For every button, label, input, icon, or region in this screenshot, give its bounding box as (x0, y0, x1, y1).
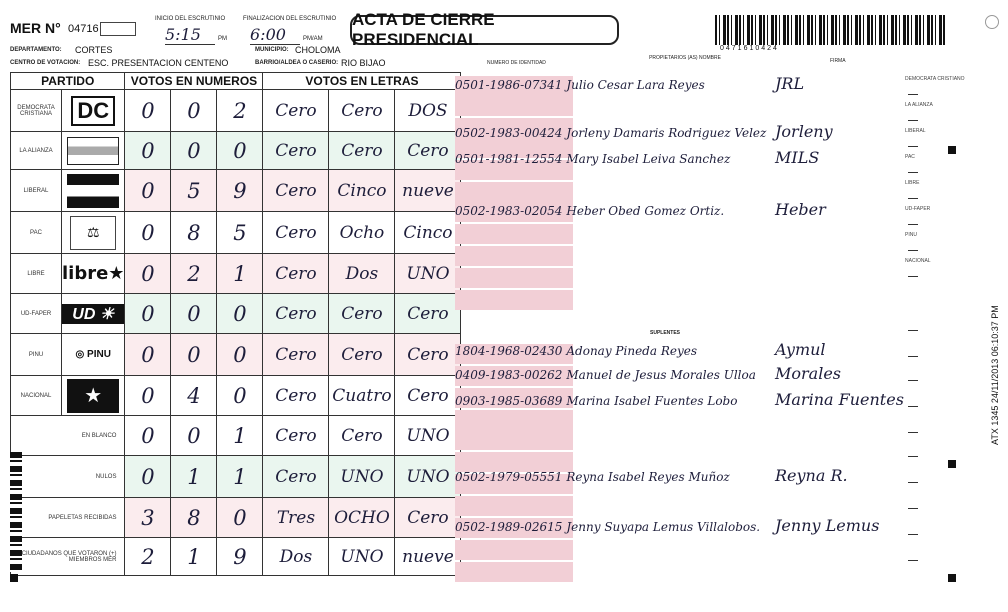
ud-logo-icon: UD ☀ (62, 304, 124, 324)
nacional-star-icon: ★ (67, 379, 119, 413)
vote-digit: 0 (125, 90, 171, 132)
vote-digit: 0 (125, 376, 171, 416)
member-name: Julio Cesar Lara Reyes (566, 78, 705, 92)
cne-logo (100, 22, 136, 36)
vote-digit: 0 (125, 294, 171, 334)
voto-line (908, 534, 918, 535)
voto-line (908, 172, 918, 173)
id-cell-background (455, 430, 573, 450)
suplente-row (455, 520, 760, 534)
vote-table (10, 72, 461, 576)
vote-digit: 0 (125, 416, 171, 456)
party-name: NACIONAL (11, 376, 62, 416)
voto-party-label: NACIONAL (905, 258, 931, 264)
alianza-flag-icon (67, 137, 119, 165)
registration-mark (948, 146, 956, 154)
vote-word: Cero (329, 294, 395, 334)
voto-party-label: PINU (905, 232, 917, 238)
municipio-value: CHOLOMA (295, 45, 341, 55)
vote-word: Dos (329, 254, 395, 294)
member-name: Manuel de Jesus Morales Ulloa (566, 368, 756, 382)
party-logo (62, 376, 125, 416)
vote-word: Dos (263, 538, 329, 576)
propietario-row (455, 126, 766, 140)
vote-word: Cero (263, 294, 329, 334)
departamento-value: CORTES (75, 45, 113, 55)
vote-digit: 8 (171, 212, 217, 254)
final-ampm: PM/AM (303, 36, 323, 42)
vote-digit: 0 (125, 212, 171, 254)
pinu-logo-icon: ◎ PINU (75, 349, 111, 360)
vote-digit: 0 (217, 376, 263, 416)
vote-word: Cero (329, 416, 395, 456)
pac-emblem-icon: ⚖ (70, 216, 116, 250)
member-id: 0502-1983-00424 (455, 126, 563, 140)
table-header-row (11, 73, 461, 90)
final-label: FINALIZACION DEL ESCRUTINIO (243, 16, 337, 22)
voto-line (908, 456, 918, 457)
table-row (11, 254, 461, 294)
vote-digit: 3 (125, 498, 171, 538)
voto-line (908, 250, 918, 251)
vote-digit: 0 (217, 334, 263, 376)
vote-word: DOS (395, 90, 461, 132)
registration-mark (10, 574, 18, 582)
id-cell-background (455, 452, 573, 472)
vote-word: UNO (329, 538, 395, 576)
vote-word: Cero (263, 334, 329, 376)
vote-word: UNO (395, 254, 461, 294)
suplente-row (455, 394, 737, 408)
vote-digit: 1 (217, 254, 263, 294)
barrio-label: BARRIO/ALDEA O CASERIO: (255, 60, 339, 66)
member-id: 0903-1985-03689 (455, 394, 563, 408)
voto-line (908, 380, 918, 381)
id-cell-background (455, 410, 573, 430)
member-id: 0501-1981-12554 (455, 152, 563, 166)
names-column-header: PROPIETARIOS (AS) NOMBRE (649, 55, 721, 61)
vote-digit: 0 (171, 132, 217, 170)
party-name: CIUDADANOS QUE VOTARON (+) MIEMBROS MER (11, 538, 125, 576)
party-name: EN BLANCO (11, 416, 125, 456)
municipio-label: MUNICIPIO: (255, 47, 289, 53)
table-row (11, 416, 461, 456)
member-signature: Morales (775, 364, 841, 383)
vote-digit: 1 (217, 456, 263, 498)
punch-hole (985, 15, 999, 29)
voto-line (908, 276, 918, 277)
member-name: Reyna Isabel Reyes Muñoz (566, 470, 730, 484)
vote-word: UNO (395, 416, 461, 456)
member-id: 0502-1983-02054 (455, 204, 563, 218)
id-cell-background (455, 268, 573, 288)
vote-word: Cero (395, 498, 461, 538)
member-id: 1804-1968-02430 (455, 344, 563, 358)
vote-digit: 0 (125, 132, 171, 170)
member-signature: Aymul (775, 340, 826, 359)
suplente-row (455, 344, 697, 358)
party-logo (62, 212, 125, 254)
table-row (11, 170, 461, 212)
vote-word: Cero (263, 456, 329, 498)
id-cell-background (455, 224, 573, 244)
vote-digit: 1 (171, 456, 217, 498)
member-name: Mary Isabel Leiva Sanchez (566, 152, 731, 166)
vote-digit: 0 (125, 170, 171, 212)
voto-line (908, 356, 918, 357)
member-id: 0502-1989-02615 (455, 520, 563, 534)
voto-line (908, 330, 918, 331)
vote-digit: 0 (125, 334, 171, 376)
vote-digit: 0 (171, 90, 217, 132)
vote-digit: 2 (217, 90, 263, 132)
vote-digit: 0 (217, 132, 263, 170)
party-name: DEMOCRATA CRISTIANA (11, 90, 62, 132)
member-name: Adonay Pineda Reyes (566, 344, 697, 358)
voto-line (908, 508, 918, 509)
party-name: LA ALIANZA (11, 132, 62, 170)
mer-label: MER N° (10, 20, 61, 36)
party-name: PAC (11, 212, 62, 254)
vote-word: Cero (263, 170, 329, 212)
voto-party-label: UD-FAPER (905, 206, 931, 212)
vote-word: Cuatro (329, 376, 395, 416)
party-logo (62, 254, 125, 294)
vote-word: Cero (395, 334, 461, 376)
member-signature: MILS (775, 148, 820, 167)
voto-line (908, 120, 918, 121)
vote-word: Cero (263, 132, 329, 170)
vote-digit: 4 (171, 376, 217, 416)
header-votos-numeros: VOTOS EN NUMEROS (125, 73, 263, 90)
member-signature: Jenny Lemus (775, 516, 880, 535)
vote-digit: 9 (217, 170, 263, 212)
member-signature: Heber (775, 200, 826, 219)
vote-word: Cero (263, 416, 329, 456)
table-row (11, 538, 461, 576)
voto-party-label: LIBERAL (905, 128, 926, 134)
voto-line (908, 224, 918, 225)
voto-line (908, 482, 918, 483)
page-title: ACTA DE CIERRE PRESIDENCIAL (350, 15, 619, 45)
table-row (11, 132, 461, 170)
id-cell-background (455, 540, 573, 560)
suplente-row (455, 368, 756, 382)
vote-word: Cero (395, 376, 461, 416)
party-name: PINU (11, 334, 62, 376)
registration-mark (948, 574, 956, 582)
voto-line (908, 94, 918, 95)
party-name: UD-FAPER (11, 294, 62, 334)
vote-word: Cero (263, 254, 329, 294)
side-timestamp: ATX 1345 24/11/2013 06:10:37 PM (990, 305, 1000, 445)
vote-word: Cinco (395, 212, 461, 254)
liberal-flag-icon (67, 174, 119, 208)
barrio-value: RIO BIJAO (341, 58, 386, 68)
member-name: Marina Isabel Fuentes Lobo (566, 394, 738, 408)
propietario-row (455, 204, 724, 218)
inicio-ampm: PM (218, 36, 227, 42)
table-row (11, 212, 461, 254)
vote-word: Cero (263, 376, 329, 416)
member-name: Jorleny Damaris Rodriguez Velez (566, 126, 767, 140)
member-id: 0502-1979-05551 (455, 470, 563, 484)
table-row (11, 498, 461, 538)
vote-digit: 2 (171, 254, 217, 294)
centro-value: ESC. PRESENTACION CENTENO (88, 58, 229, 68)
vote-word: Cinco (329, 170, 395, 212)
member-signature: Marina Fuentes (775, 390, 904, 409)
id-cell-background (455, 562, 573, 582)
vote-digit: 1 (217, 416, 263, 456)
id-cell-background (455, 246, 573, 266)
vote-word: nueve (395, 538, 461, 576)
vote-digit: 0 (125, 456, 171, 498)
member-name: Heber Obed Gomez Ortiz. (566, 204, 725, 218)
propietario-row (455, 152, 730, 166)
vote-word: Cero (263, 90, 329, 132)
party-logo (62, 90, 125, 132)
vote-word: Cero (395, 294, 461, 334)
dc-logo-icon: DC (71, 96, 115, 126)
vote-word: UNO (395, 456, 461, 498)
party-name: NULOS (11, 456, 125, 498)
member-signature: JRL (775, 74, 805, 93)
suplentes-header: SUPLENTES (650, 330, 681, 336)
propietario-row (455, 78, 705, 92)
barcode (715, 15, 947, 45)
voto-line (908, 432, 918, 433)
inicio-label: INICIO DEL ESCRUTINIO (155, 16, 226, 22)
id-cell-background (455, 290, 573, 310)
vote-word: Cero (329, 90, 395, 132)
vote-digit: 0 (217, 294, 263, 334)
vote-word: UNO (329, 456, 395, 498)
table-row (11, 90, 461, 132)
table-row (11, 334, 461, 376)
vote-digit: 0 (217, 498, 263, 538)
vote-digit: 0 (125, 254, 171, 294)
voto-line (908, 146, 918, 147)
vote-digit: 5 (171, 170, 217, 212)
header-votos-letras: VOTOS EN LETRAS (263, 73, 461, 90)
vote-digit: 2 (125, 538, 171, 576)
barcode-number: 0471610424 (720, 45, 779, 52)
vote-word: Tres (263, 498, 329, 538)
party-logo (62, 334, 125, 376)
vote-word: Cero (395, 132, 461, 170)
member-signature: Jorleny (775, 122, 833, 141)
registration-mark (948, 460, 956, 468)
inicio-time: 5:15 (165, 25, 215, 45)
party-logo (62, 294, 125, 334)
voto-line (908, 406, 918, 407)
vote-digit: 0 (171, 294, 217, 334)
party-name: LIBRE (11, 254, 62, 294)
member-id: 0409-1983-00262 (455, 368, 563, 382)
voto-line (908, 560, 918, 561)
voto-party-label: LIBRE (905, 180, 920, 186)
vote-word: Cero (329, 334, 395, 376)
id-cell-background (455, 96, 573, 116)
vote-word: OCHO (329, 498, 395, 538)
final-time: 6:00 (250, 25, 300, 45)
member-signature: Reyna R. (775, 466, 848, 485)
voto-party-label: LA ALIANZA (905, 102, 933, 108)
vote-word: Ocho (329, 212, 395, 254)
member-name: Jenny Suyapa Lemus Villalobos. (566, 520, 761, 534)
voto-party-label: PAC (905, 154, 915, 160)
vote-digit: 8 (171, 498, 217, 538)
suplente-row (455, 470, 730, 484)
party-name: LIBERAL (11, 170, 62, 212)
vote-digit: 1 (171, 538, 217, 576)
header-partido: PARTIDO (11, 73, 125, 90)
party-name: PAPELETAS RECIBIDAS (11, 498, 125, 538)
table-row (11, 376, 461, 416)
member-id: 0501-1986-07341 (455, 78, 563, 92)
vote-digit: 9 (217, 538, 263, 576)
voto-party-label: DEMOCRATA CRISTIANO (905, 76, 965, 82)
party-logo (62, 170, 125, 212)
id-cell-background (455, 496, 573, 516)
voto-line (908, 198, 918, 199)
vote-word: nueve (395, 170, 461, 212)
centro-label: CENTRO DE VOTACION: (10, 60, 81, 66)
vote-word: Cero (329, 132, 395, 170)
vote-digit: 0 (171, 334, 217, 376)
id-cell-background (455, 182, 573, 202)
party-logo (62, 132, 125, 170)
departamento-label: DEPARTAMENTO: (10, 47, 62, 53)
id-column-header: NUMERO DE IDENTIDAD (487, 60, 546, 66)
firma-column-header: FIRMA (830, 58, 846, 64)
vote-digit: 5 (217, 212, 263, 254)
vote-digit: 0 (171, 416, 217, 456)
table-row (11, 456, 461, 498)
side-barcode (10, 452, 22, 572)
table-row (11, 294, 461, 334)
mer-number: 04716 (68, 23, 99, 35)
libre-logo-icon: libre★ (62, 263, 125, 284)
vote-word: Cero (263, 212, 329, 254)
